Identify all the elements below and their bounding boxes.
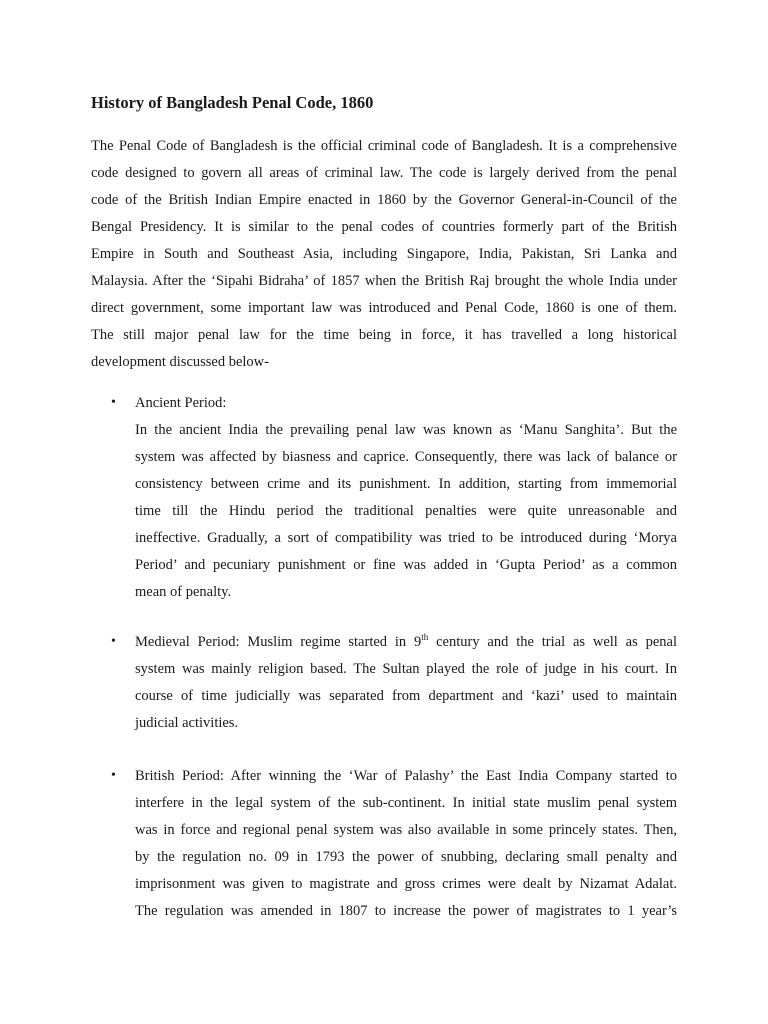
- intro-line: The Penal Code of Bangladesh is the official criminal code of Bangladesh. It is a comprehensive: [91, 138, 677, 154]
- bullet-ancient: •: [111, 395, 116, 410]
- ancient-line: Period’ and pecuniary punishment or fine was added in ‘Gupta Period’ as a common: [135, 557, 677, 573]
- intro-line: Malaysia. After the ‘Sipahi Bidraha’ of 1857 when the British Raj brought the whole India under: [91, 273, 677, 289]
- bullet-british: •: [111, 768, 116, 783]
- british-line: by the regulation no. 09 in 1793 the power of snubbing, declaring small penalty and: [135, 849, 677, 865]
- british-line: The regulation was amended in 1807 to increase the power of magistrates to 1 year’s: [135, 903, 677, 919]
- intro-line: Bengal Presidency. It is similar to the penal codes of countries formerly part of the British: [91, 219, 677, 235]
- intro-line: The still major penal law for the time being in force, it has travelled a long historical: [91, 327, 677, 343]
- intro-line: code designed to govern all areas of criminal law. The code is largely derived from the penal: [91, 165, 677, 181]
- medieval-line: system was mainly religion based. The Sultan played the role of judge in his court. In: [135, 661, 677, 677]
- ancient-heading: Ancient Period:: [135, 395, 227, 411]
- ancient-line: In the ancient India the prevailing penal law was known as ‘Manu Sanghita’. But the: [135, 422, 677, 438]
- intro-line: direct government, some important law was introduced and Penal Code, 1860 is one of them.: [91, 300, 677, 316]
- medieval-first-line: [135, 633, 677, 651]
- intro-line: Empire in South and Southeast Asia, including Singapore, India, Pakistan, Sri Lanka and: [91, 246, 677, 262]
- ancient-line: system was affected by biasness and caprice. Consequently, there was lack of balance or: [135, 449, 677, 465]
- british-line: British Period: After winning the ‘War of Palashy’ the East India Company started to: [135, 768, 677, 784]
- medieval-text-end: century and the trial as well as penal: [428, 634, 677, 650]
- document-title: History of Bangladesh Penal Code, 1860: [91, 93, 374, 112]
- medieval-line: judicial activities.: [135, 715, 239, 731]
- medieval-line: course of time judicially was separated from department and ‘kazi’ used to maintain: [135, 688, 677, 704]
- ancient-line: time till the Hindu period the traditional penalties were quite unreasonable and: [135, 503, 677, 519]
- bullet-medieval: •: [111, 634, 116, 649]
- medieval-text-start: Medieval Period: Muslim regime started in 9: [135, 634, 422, 650]
- british-line: interfere in the legal system of the sub-continent. In initial state muslim penal system: [135, 795, 677, 811]
- ancient-line: consistency between crime and its punishment. In addition, starting from immemorial: [135, 476, 677, 492]
- ancient-line: mean of penalty.: [135, 584, 232, 600]
- british-line: imprisonment was given to magistrate and gross crimes were dealt by Nizamat Adalat.: [135, 876, 677, 892]
- ancient-line: ineffective. Gradually, a sort of compatibility was tried to be introduced during ‘Morya: [135, 530, 677, 546]
- british-line: was in force and regional penal system was also available in some princely states. Then,: [135, 822, 677, 838]
- medieval-superscript: th: [421, 632, 429, 642]
- intro-line: development discussed below-: [91, 354, 269, 370]
- intro-line: code of the British Indian Empire enacted in 1860 by the Governor General-in-Council of the: [91, 192, 677, 208]
